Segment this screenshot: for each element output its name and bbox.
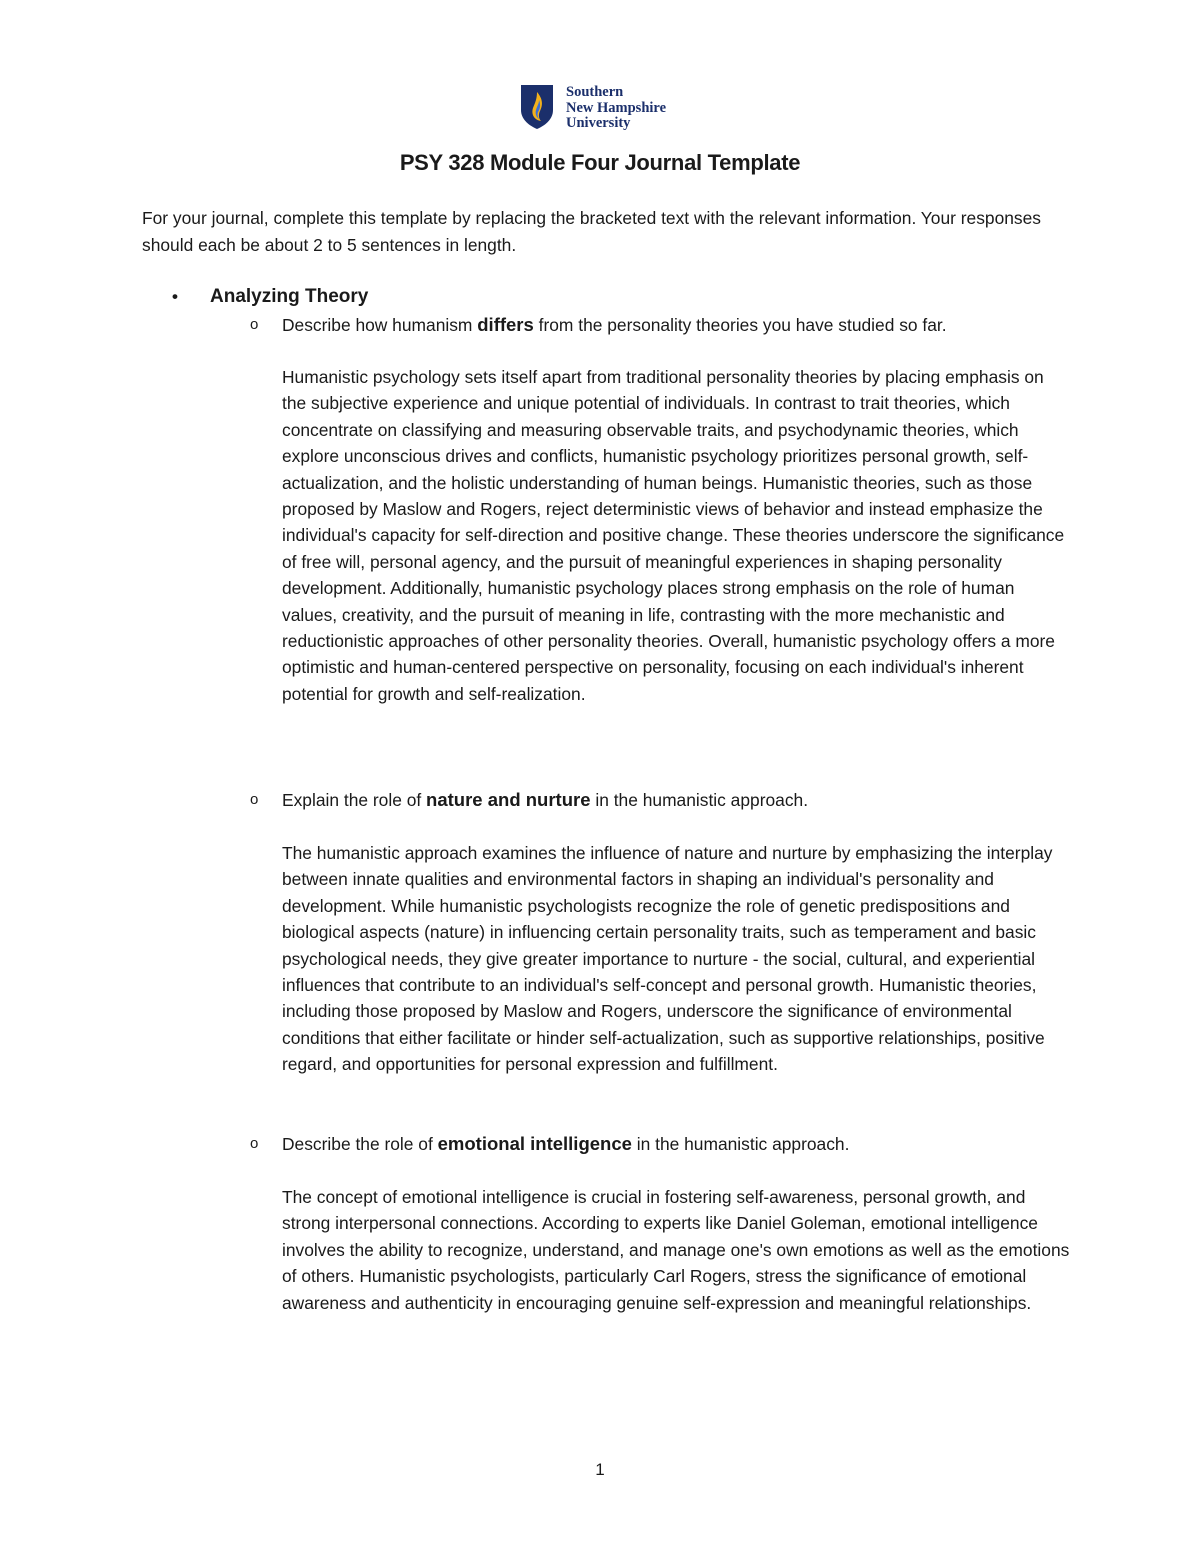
page-number: 1 [595,1460,605,1479]
answer-paragraph: The humanistic approach examines the influence of nature and nurture by emphasizing the interplay between innate qualities and environmental factors in shaping an individual's personality and development. While humanistic psychologists recognize the role of genetic predispositions and biological aspects (nature) in influencing certain personality traits, such as temperament and basic psychological needs, they give greater importance to nurture - the social, cultural, and experiential influences that contribute to an individual's self-concept and personal growth. Humanistic theories, including those proposed by Maslow and Rogers, underscore the significance of environmental conditions that either facilitate or hinder self-actualization, such as supportive relationships, positive regard, and opportunities for personal expression and fulfillment. [282,843,1053,1075]
question-keyword: differs [477,314,534,335]
document-title: PSY 328 Module Four Journal Template [399,150,801,175]
bullet-icon: • [172,287,178,306]
question-text-after: in the humanistic approach. [631,1134,850,1154]
question-text [282,1130,849,1158]
question-text [282,786,808,814]
question-text-before: Describe how humanism [282,315,478,335]
university-name [566,85,666,132]
logo-line-3: University [566,115,631,131]
answer-paragraph: Humanistic psychology sets itself apart from traditional personality theories by placing emphasis on the subjective experience and unique potential of individuals. In contrast to trait theories, which concentrate on classifying and measuring observable traits, and psychodynamic theories, which explore unconscious drives and conflicts, humanistic psychology prioritizes personal growth, self-actualization, and the holistic understanding of human beings. Humanistic theories, such as those proposed by Maslow and Rogers, reject deterministic views of behavior and instead emphasize the individual's capacity for self-direction and positive change. These theories underscore the significance of free will, personal agency, and the pursuit of meaningful experiences in shaping personality development. Additionally, humanistic psychology places strong emphasis on the role of human values, creativity, and the pursuit of meaning in life, contrasting with the more mechanistic and reductionistic approaches of other personality theories. Overall, humanistic psychology offers a more optimistic and human-centered perspective on personality, focusing on each individual's inherent potential for growth and self-realization. [282,367,1065,704]
question-keyword: emotional intelligence [437,1133,632,1154]
logo-line-2: New Hampshire [566,99,667,116]
question-text [282,311,947,339]
answer-paragraph: The concept of emotional intelligence is crucial in fostering self-awareness, personal growth, and strong interpersonal connections. According to experts like Daniel Goleman, emotional intelligence involves the ability to recognize, understand, and manage one's own emotions as well as the emotions of others. Humanistic psychologists, particularly Carl Rogers, stress the significance of emotional awareness and authenticity in encouraging genuine self-expression and meaningful relationships. [282,1187,1070,1313]
logo-line-1: Southern [566,84,624,100]
section-heading [172,283,572,310]
sub-bullet-icon: o [250,791,259,808]
question-text-after: in the humanistic approach. [590,790,809,810]
university-logo [520,84,690,132]
question-text-before: Explain the role of [282,790,427,810]
flame-shield-icon [520,84,554,130]
question-item [250,311,1070,338]
sub-bullet-icon: o [250,1135,259,1152]
sub-bullet-icon: o [250,316,259,333]
intro-paragraph: For your journal, complete this template by replacing the bracketed text with the relevant information. Your responses should each be about 2 to 5 sentences in length. [142,208,1041,255]
section-heading-text: Analyzing Theory [210,286,369,307]
question-item [250,786,1070,813]
question-item [250,1130,1070,1157]
question-text-before: Describe the role of [282,1134,438,1154]
question-text-after: from the personality theories you have studied so far. [533,315,947,335]
question-keyword: nature and nurture [426,789,591,810]
